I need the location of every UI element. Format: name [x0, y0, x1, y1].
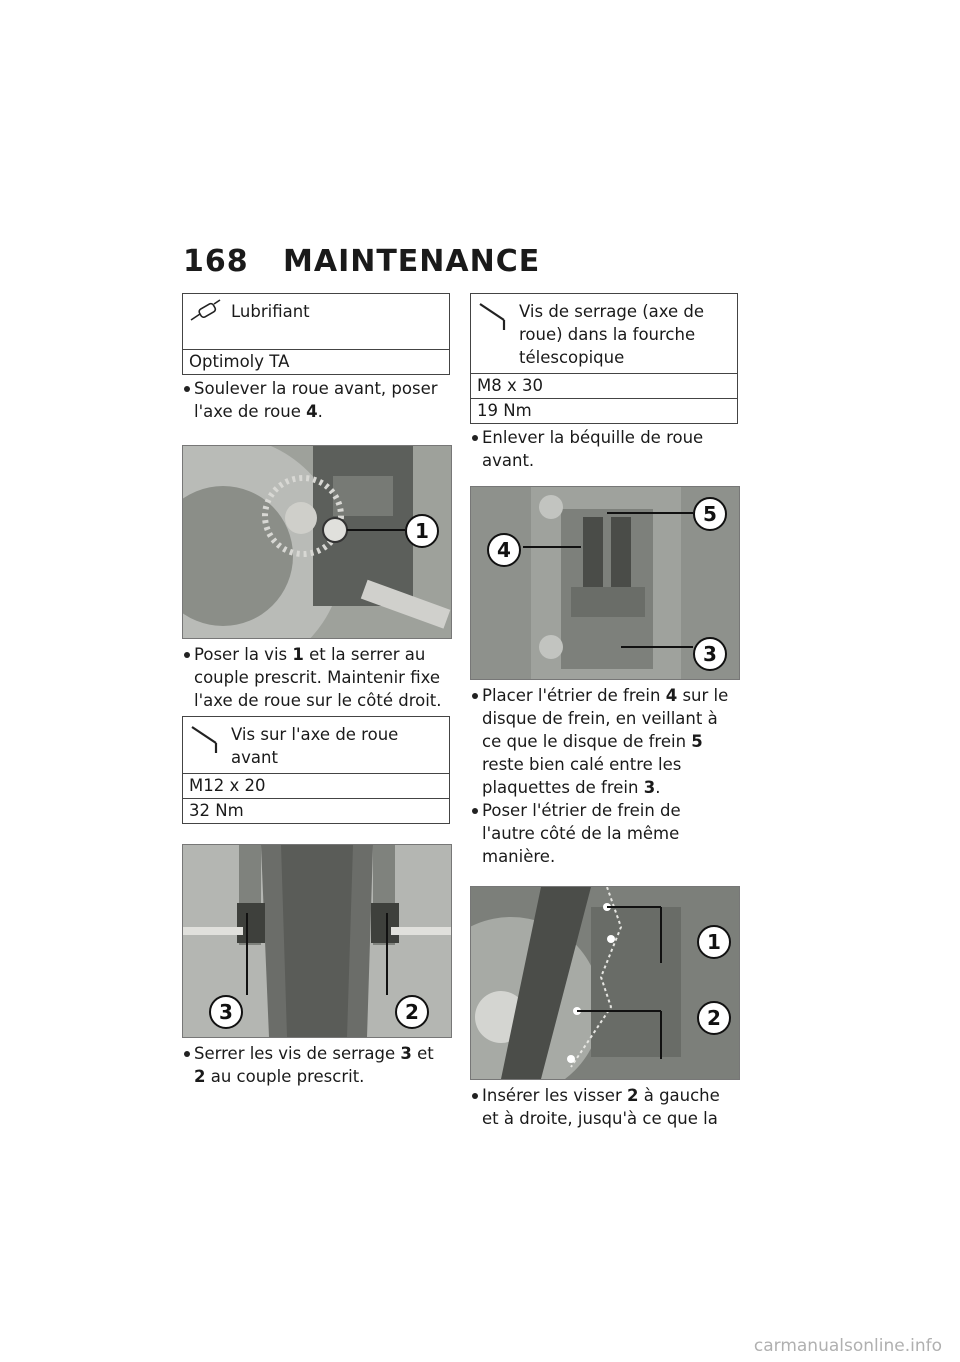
instruction-step: Serrer les vis de serrage 3 et 2 au couple prescrit.	[182, 1042, 450, 1088]
page-number: 168	[183, 243, 249, 279]
torque-wrench-icon	[189, 721, 231, 769]
axle-photo	[182, 445, 452, 639]
torque-wrench-icon	[477, 298, 519, 369]
bullet-icon	[470, 684, 482, 799]
section-title: MAINTENANCE	[283, 243, 541, 279]
bullet-icon	[182, 1042, 194, 1088]
callout-3: 3	[693, 637, 727, 671]
spec-title: Vis de serrage (axe de roue) dans la fourche télescopique	[519, 302, 705, 367]
page-header	[183, 243, 540, 279]
instruction-step: Placer l'étrier de frein 4 sur le disque de frein, en veillant à ce que le disque de frein 5 reste bien calé entre les plaquettes de frein 3.	[470, 684, 738, 799]
instruction-step: Enlever la béquille de roue avant.	[470, 426, 738, 472]
bullet-icon	[470, 799, 482, 868]
brake-caliper-photo	[470, 486, 740, 680]
instruction-step: Poser l'étrier de frein de l'autre côté de la même manière.	[470, 799, 738, 868]
instruction-step: Insérer les visser 2 à gauche et à droite, jusqu'à ce que la	[470, 1084, 738, 1130]
callout-5: 5	[693, 497, 727, 531]
torque-spec-table	[182, 716, 450, 824]
bullet-icon	[470, 426, 482, 472]
bullet-icon	[470, 1084, 482, 1130]
spec-row: 32 Nm	[189, 801, 244, 820]
lubricant-icon	[189, 298, 231, 345]
spec-title: Lubrifiant	[231, 302, 310, 321]
callout-4: 4	[487, 533, 521, 567]
right-column	[470, 293, 738, 1130]
bullet-icon	[182, 377, 194, 423]
callout-1: 1	[697, 925, 731, 959]
callout-2: 2	[697, 1001, 731, 1035]
instruction-step: Poser la vis 1 et la serrer au couple prescrit. Maintenir fixe l'axe de roue sur le côté droit.	[182, 643, 450, 712]
spec-row: Optimoly TA	[189, 352, 290, 371]
caliper-mount-photo	[470, 886, 740, 1080]
instruction-step: Soulever la roue avant, poser l'axe de roue 4.	[182, 377, 450, 423]
spec-row: M8 x 30	[471, 374, 737, 399]
bullet-icon	[182, 643, 194, 712]
watermark: carmanualsonline.info	[753, 1336, 942, 1356]
spec-row: 19 Nm	[477, 401, 532, 420]
left-column	[182, 293, 450, 1088]
spec-row: M12 x 20	[183, 774, 449, 799]
lubricant-spec-table	[182, 293, 450, 375]
torque-spec-table	[470, 293, 738, 424]
callout-2: 2	[395, 995, 429, 1029]
callout-3: 3	[209, 995, 243, 1029]
fork-clamp-photo	[182, 844, 452, 1038]
spec-title: Vis sur l'axe de roue avant	[231, 725, 399, 767]
callout-1: 1	[405, 514, 439, 548]
